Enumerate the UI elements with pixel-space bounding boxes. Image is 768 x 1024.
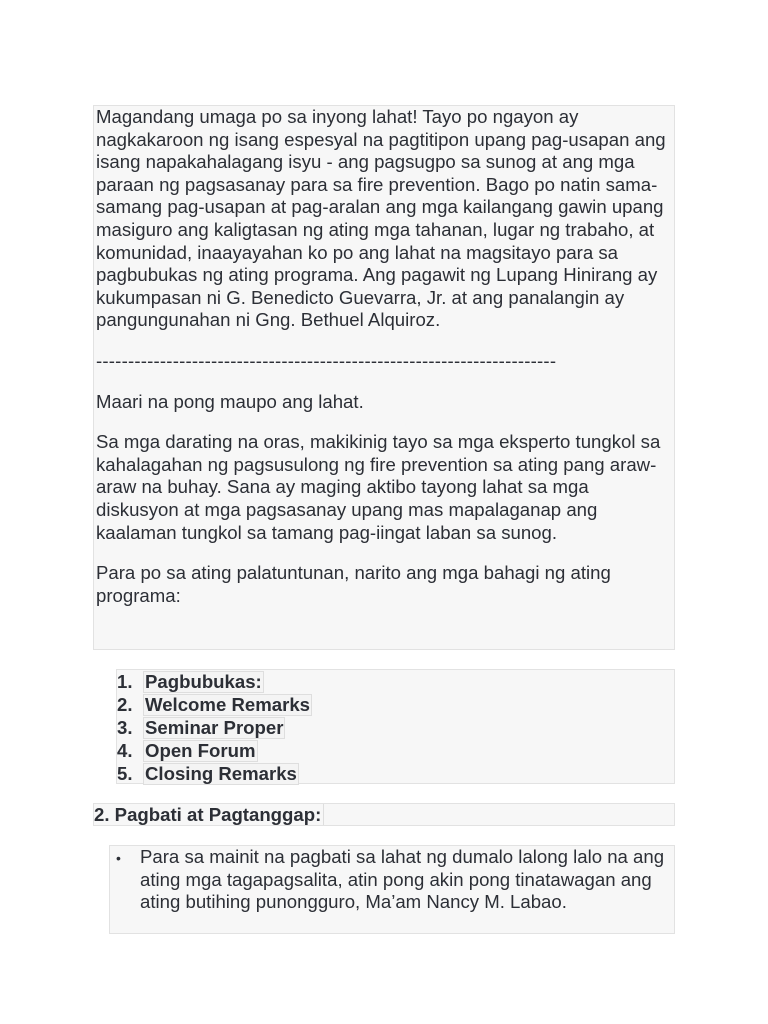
list-item	[117, 716, 674, 739]
section-heading: 2. Pagbati at Pagtanggap:	[94, 804, 324, 825]
list-item-number: 5.	[117, 763, 133, 784]
seated-paragraph: Maari na pong maupo ang lahat.	[96, 390, 364, 412]
list-item-label: Pagbubukas:	[145, 671, 262, 692]
list-item	[117, 762, 674, 785]
list-item-number: 3.	[117, 717, 133, 738]
list-item-label: Welcome Remarks	[145, 694, 311, 715]
list-item	[117, 693, 674, 716]
bullet-icon: •	[116, 850, 121, 866]
section-heading-block	[93, 803, 675, 826]
bullet-text: Para sa mainit na pagbati sa lahat ng dumalo lalong lalo na ang ating mga tagapagsalita, atin pong akin pong tinatawagan ang ating butihing punongguro, Ma’am Nancy M. Labao.	[140, 846, 665, 912]
program-list-block	[116, 669, 675, 784]
list-item-label: Closing Remarks	[145, 763, 297, 784]
main-text-block	[93, 105, 675, 650]
list-item-number: 4.	[117, 740, 133, 761]
hours-paragraph: Sa mga darating na oras, makikinig tayo sa mga eksperto tungkol sa kahalagahan ng pagsusulong ng fire prevention sa ating pang araw-araw na buhay. Sana ay maging aktibo tayong lahat sa mga diskusyon at mga pagsasanay upang mas mapalaganap ang kaalaman tungkol sa tamang pag-iingat laban sa sunog.	[96, 431, 661, 543]
list-item-number: 1.	[117, 671, 133, 692]
list-item-label: Seminar Proper	[145, 717, 284, 738]
list-item	[117, 739, 674, 762]
bullet-block	[109, 845, 675, 934]
program-paragraph: Para po sa ating palatuntunan, narito ang mga bahagi ng ating programa:	[96, 562, 611, 606]
list-item-number: 2.	[117, 694, 133, 715]
list-item	[117, 670, 674, 693]
divider-line: ------------------------------------------------------------------------	[96, 349, 557, 371]
list-item-label: Open Forum	[145, 740, 256, 761]
program-list	[117, 670, 674, 785]
intro-paragraph: Magandang umaga po sa inyong lahat! Tayo po ngayon ay nagkakaroon ng isang espesyal na pagtitipon upang pag-usapan ang isang napakahalagang isyu - ang pagsugpo sa sunog at ang mga paraan ng pagsasanay para sa fire prevention. Bago po natin sama-samang pag-usapan at pag-aralan ang mga kailangang gawin upang masiguro ang kaligtasan ng ating mga tahanan, lugar ng trabaho, at komunidad, inaayayahan ko po ang lahat na magsitayo para sa pagbubukas ng ating programa. Ang pagawit ng Lupang Hinirang ay kukumpasan ni G. Benedicto Guevarra, Jr. at ang panalangin ay pangungunahan ni Gng. Bethuel Alquiroz.	[96, 106, 666, 331]
